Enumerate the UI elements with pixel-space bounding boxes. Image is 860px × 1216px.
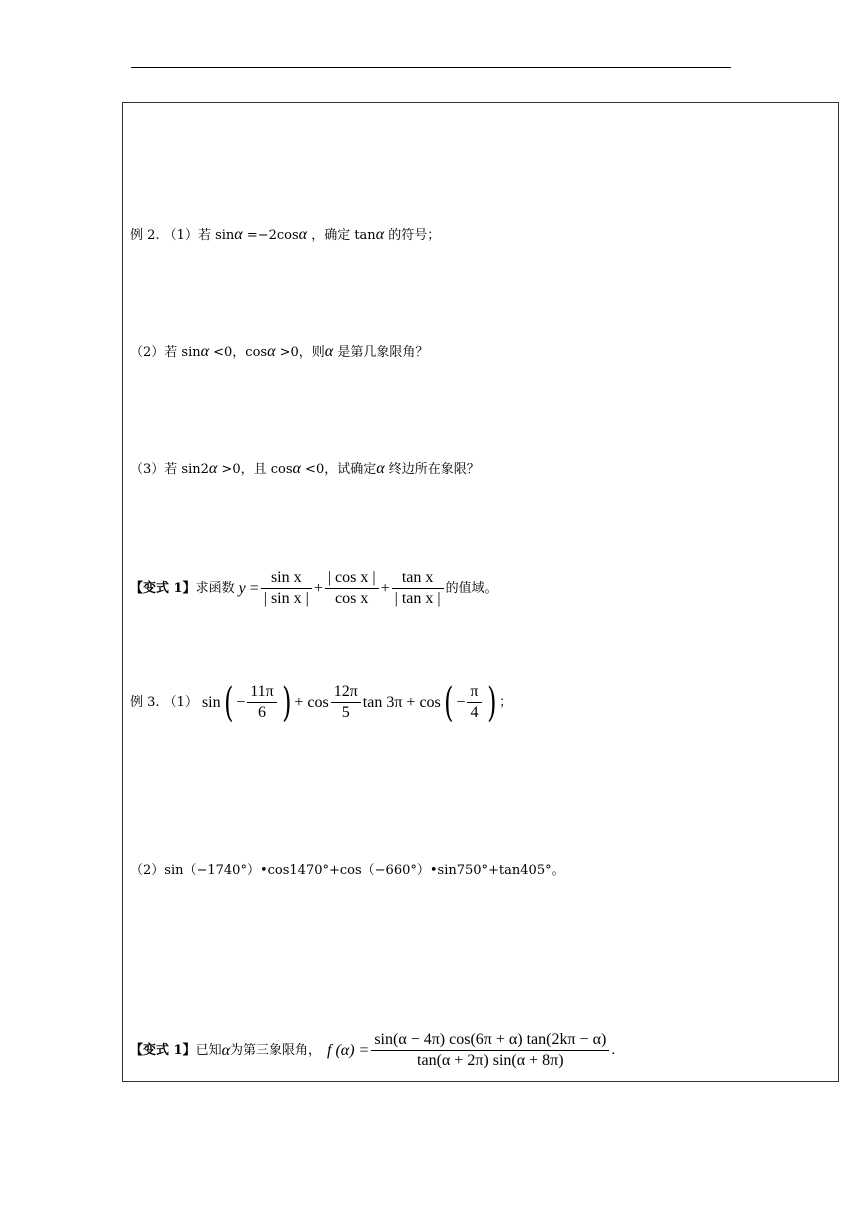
numerator: π bbox=[467, 682, 481, 703]
denominator: tan(α + 2π) sin(α + 8π) bbox=[417, 1052, 564, 1069]
alpha-symbol: α bbox=[267, 343, 276, 360]
example-3-part-2 bbox=[130, 864, 565, 877]
f-alpha: f (α) = bbox=[327, 1041, 370, 1059]
text: . bbox=[611, 1043, 616, 1058]
denominator: | tan x | bbox=[394, 590, 441, 607]
plus: + bbox=[380, 579, 390, 597]
fraction bbox=[261, 568, 312, 609]
right-paren: ) bbox=[281, 679, 292, 726]
alpha-symbol: α bbox=[292, 460, 301, 477]
numerator: tan x bbox=[392, 568, 444, 589]
text: >0，则 bbox=[275, 345, 325, 360]
text: （2）若 sin bbox=[130, 345, 201, 360]
text: ； bbox=[499, 695, 513, 710]
fraction bbox=[325, 568, 379, 609]
fraction bbox=[331, 682, 361, 723]
text: >0，且 cos bbox=[217, 462, 293, 477]
fraction bbox=[371, 1030, 609, 1071]
text: 已知 bbox=[195, 1043, 222, 1058]
text: 终边所在象限？ bbox=[384, 462, 480, 477]
text: ，确定 tan bbox=[307, 228, 376, 243]
sin: sin bbox=[201, 693, 221, 711]
text: 例 2. （1）若 sin bbox=[130, 228, 235, 243]
equals: = bbox=[249, 579, 259, 597]
example-3-part-1 bbox=[130, 679, 513, 726]
denominator: 5 bbox=[341, 704, 350, 721]
text: （3）若 sin2 bbox=[130, 462, 209, 477]
numerator: sin(α − 4π) cos(6π + α) tan(2kπ − α) bbox=[371, 1030, 609, 1051]
variant-1 bbox=[130, 568, 498, 609]
denominator: | sin x | bbox=[263, 590, 309, 607]
numerator: 11π bbox=[247, 682, 276, 703]
alpha-symbol: α bbox=[324, 343, 334, 360]
plus: + bbox=[313, 579, 323, 597]
variant-label: 【变式 1】 bbox=[130, 1043, 196, 1058]
text: （2）sin（−1740°）•cos1470°+cos（−660°）•sin750°+tan405°。 bbox=[130, 863, 565, 878]
alpha-symbol: α bbox=[234, 226, 243, 243]
example-2-part-2 bbox=[130, 344, 428, 360]
fraction bbox=[392, 568, 444, 609]
text: <0，试确定 bbox=[300, 462, 377, 477]
alpha-symbol: α bbox=[208, 460, 218, 477]
text: 的符号； bbox=[384, 228, 441, 243]
alpha-symbol: α bbox=[200, 343, 210, 360]
text: 为第三象限角， bbox=[230, 1043, 322, 1058]
fraction bbox=[247, 682, 276, 723]
numerator: sin x bbox=[261, 568, 312, 589]
header-rule bbox=[131, 67, 731, 68]
right-paren: ) bbox=[486, 679, 496, 726]
numerator: 12π bbox=[331, 682, 361, 703]
text: 求函数 bbox=[195, 581, 235, 596]
text: 的值域。 bbox=[445, 581, 498, 596]
text: =−2cos bbox=[242, 228, 299, 243]
numerator: | cos x | bbox=[325, 568, 379, 589]
fraction bbox=[467, 682, 481, 723]
plus-cos: + cos bbox=[294, 693, 329, 711]
text: 是第几象限角？ bbox=[333, 345, 429, 360]
minus: − bbox=[236, 693, 246, 711]
denominator: 4 bbox=[470, 704, 479, 721]
alpha-symbol: α bbox=[221, 1041, 230, 1059]
alpha-symbol: α bbox=[376, 460, 385, 477]
tan-term: tan 3π + cos bbox=[362, 693, 441, 711]
left-paren: ( bbox=[223, 679, 234, 726]
example-2-part-3 bbox=[130, 461, 480, 477]
y-symbol: y bbox=[238, 579, 246, 597]
variant-label: 【变式 1】 bbox=[130, 581, 196, 596]
alpha-symbol: α bbox=[375, 226, 385, 243]
text: <0，cos bbox=[209, 345, 268, 360]
minus: − bbox=[456, 693, 466, 711]
denominator: cos x bbox=[335, 590, 369, 607]
text: 例 3. （1） bbox=[130, 695, 198, 710]
left-paren: ( bbox=[443, 679, 454, 726]
example-2-part-1 bbox=[130, 227, 440, 243]
variant-1-second bbox=[130, 1030, 615, 1071]
denominator: 6 bbox=[258, 704, 266, 721]
alpha-symbol: α bbox=[298, 226, 308, 243]
